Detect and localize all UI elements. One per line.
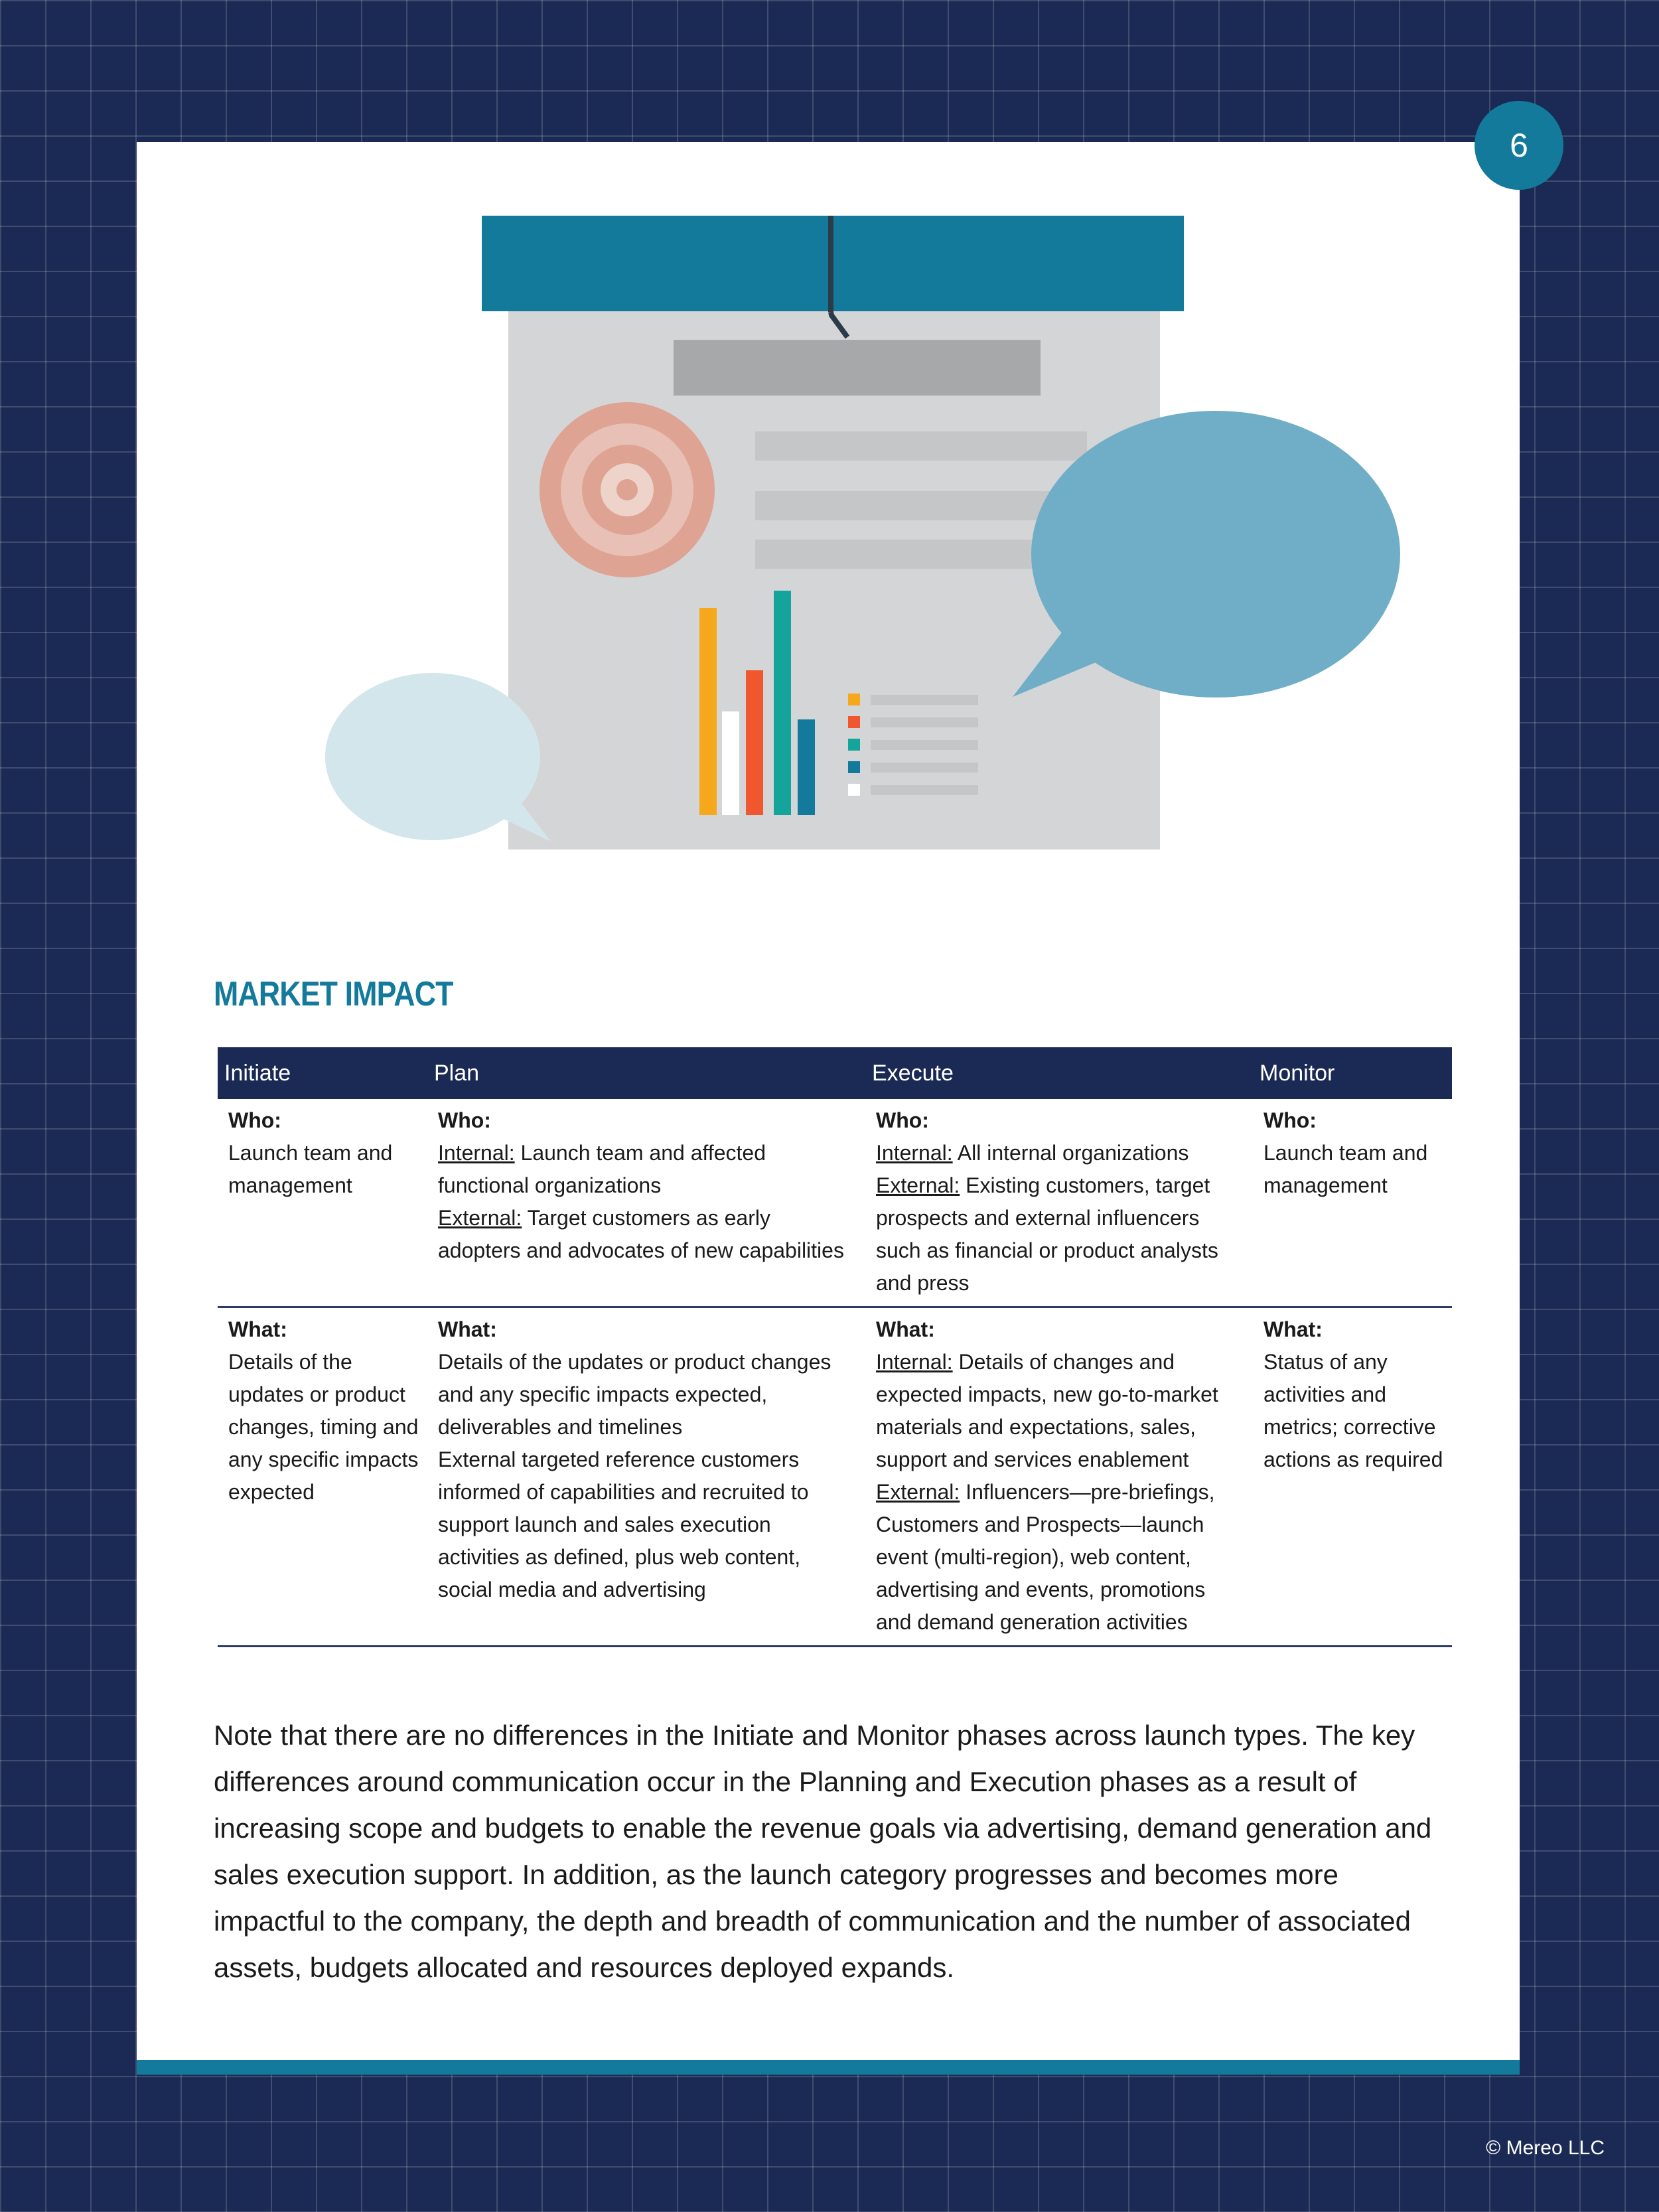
cell-text: Details of the updates or product changes, timing and any specific impacts expected [228,1350,419,1504]
what-label: What: [438,1317,497,1341]
cell-text: Status of any activities and metrics; corrective actions as required [1263,1350,1443,1471]
who-label: Who: [1263,1108,1317,1132]
text-line-placeholder [755,431,1087,461]
market-impact-table [218,1047,1452,1647]
cell-who-plan [427,1099,865,1307]
who-label: Who: [228,1108,281,1132]
what-label: What: [228,1317,287,1341]
table-row-what [218,1307,1452,1647]
cell-text: Launch team and management [228,1141,393,1197]
section-title: MARKET IMPACT [214,975,453,1013]
column-header-monitor: Monitor [1253,1047,1452,1099]
internal-label: Internal: [876,1350,953,1374]
note-paragraph: Note that there are no differences in the Initiate and Monitor phases across launch types. The key differences around communication occur in the Planning and Execution phases as a result of increasing scope and budgets to enable the revenue goals via advertising, demand generation and sales execution support. In addition, as the launch category progresses and becomes more impactful to the company, the depth and breadth of communication and the number of associated assets, budgets allocated and resources deployed expands. [214,1720,1432,1983]
cell-what-plan [427,1307,865,1647]
column-header-plan: Plan [427,1047,865,1099]
what-label: What: [876,1317,935,1341]
external-label: External: [876,1480,960,1504]
what-label: What: [1263,1317,1323,1341]
copyright-notice: © Mereo LLC [1486,2137,1605,2159]
cell-text: All internal organizations [957,1141,1189,1165]
cell-text: Target customers as early adopters and advocates of new capabilities [438,1206,844,1262]
cell-text: Launch team and management [1263,1141,1428,1197]
internal-label: Internal: [876,1141,953,1165]
cell-text: External targeted reference customers informed of capabilities and recruited to support launch and sales execution activities as defined, plus web content, social media and advertising [438,1447,809,1601]
table-row-who [218,1099,1452,1307]
cell-what-monitor [1253,1307,1452,1647]
cell-text: Influencers—pre-briefings, Customers and Prospects—launch event (multi-region), web content, advertising and events, promotions and demand generation activities [876,1480,1215,1634]
table-header-row [218,1047,1452,1099]
cell-what-execute [865,1307,1253,1647]
column-header-initiate: Initiate [218,1047,427,1099]
external-label: External: [438,1206,522,1230]
cell-text: Launch team and affected functional organizations [438,1141,766,1197]
cell-text: Existing customers, target prospects and external influencers such as financial or product analysts and press [876,1173,1218,1295]
cell-what-initiate [218,1307,427,1647]
cell-who-monitor [1253,1099,1452,1307]
page-bottom-bar [137,2060,1520,2075]
page-number-badge: 6 [1475,101,1563,190]
who-label: Who: [438,1108,491,1132]
cell-who-execute [865,1099,1253,1307]
text-line-placeholder [755,491,1087,520]
who-label: Who: [876,1108,929,1132]
external-label: External: [876,1173,960,1197]
presentation-board-illustration [319,212,1407,876]
cell-who-initiate [218,1099,427,1307]
column-header-execute: Execute [865,1047,1253,1099]
cell-text: Details of changes and expected impacts, new go-to-market materials and expectations, sales, support and services enablement [876,1350,1218,1471]
internal-label: Internal: [438,1141,515,1165]
cell-text: Details of the updates or product changes and any specific impacts expected, deliverables and timelines [438,1350,831,1439]
target-icon [540,402,715,577]
board-title-block [674,340,1041,396]
